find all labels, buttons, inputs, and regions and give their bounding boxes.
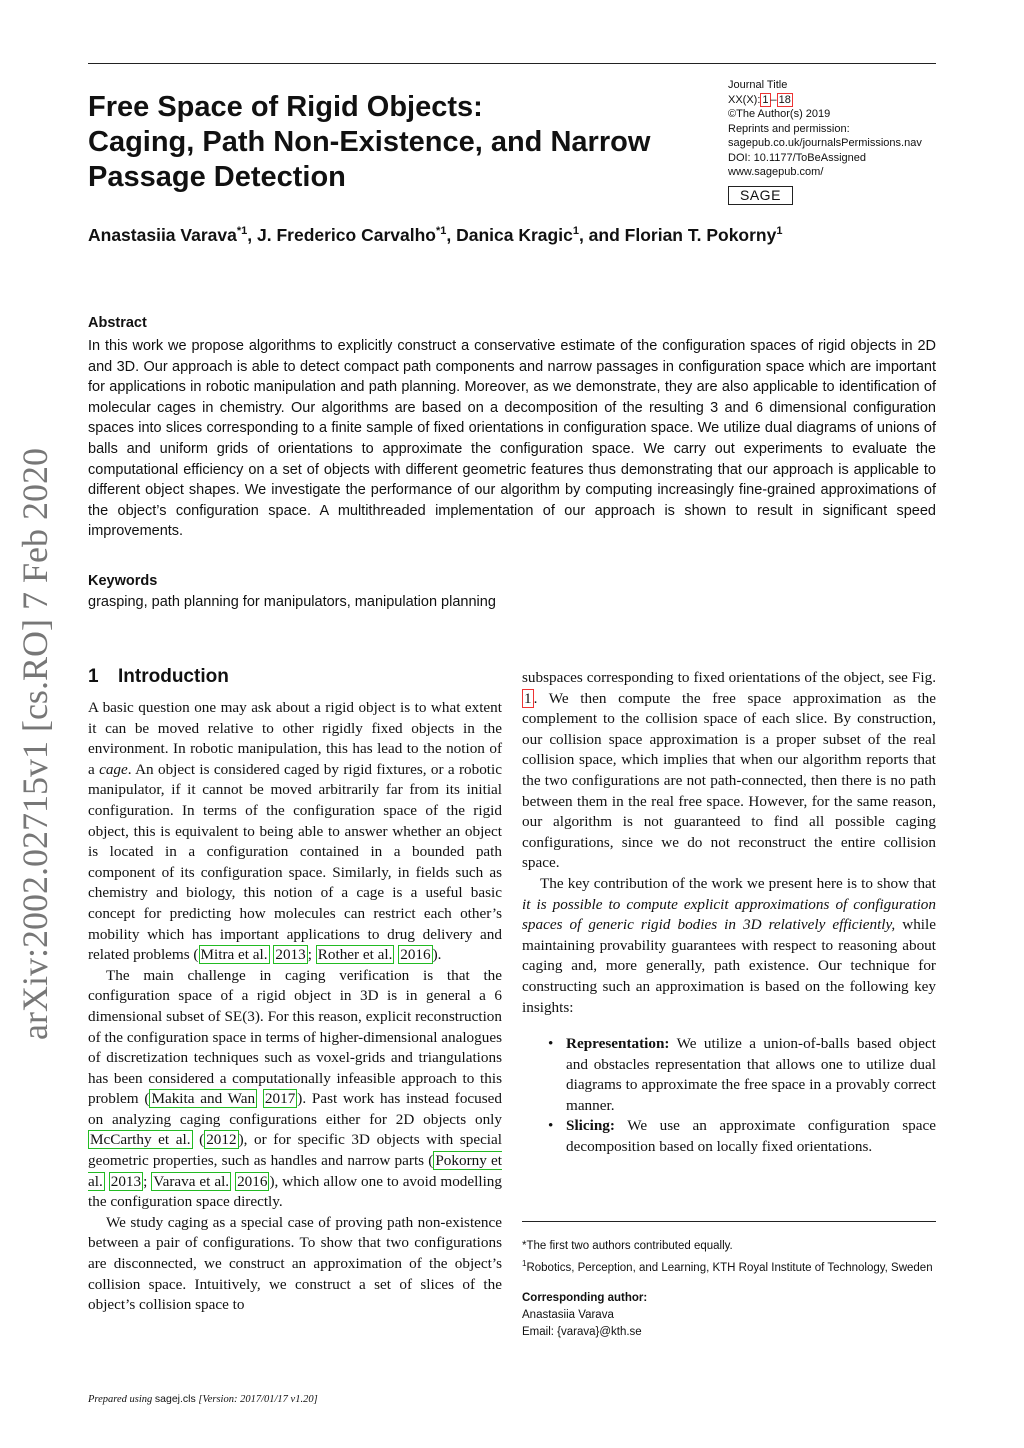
- author-list: [88, 225, 782, 246]
- title-line: Caging, Path Non-Existence, and Narrow: [88, 126, 651, 158]
- footnotes: [522, 1238, 936, 1341]
- title-line: Free Space of Rigid Objects:: [88, 91, 483, 123]
- prepared-using-line: [88, 1393, 318, 1405]
- paragraph: A basic question one may ask about a rigid object is to what extent it can be moved relative to other rigidly fixed objects in the environment. In robotic manipulation, this has lead to the notion of a cage. An object is considered caged by rigid fixtures, or a robotic manipulator, if it cannot be moved arbitrarily far from its initial configuration. In terms of the configuration space of the rigid object, this is equivalent to being able to answer whether an object is located in a configuration contained in a bounded path component of its configuration space. Similarly, in fields such as chemistry and biology, this notion of a cage is a useful basic concept for predicting how molecules can restrict each other’s mobility which has important applications to drug delivery and related problems ( Mitra et al. 2013 ; Rother et al. 2016 ).: [88, 699, 502, 964]
- list-item: [548, 1034, 936, 1116]
- bullet-text: We use an approximate configuration space decomposition based on locally fixed orientations.: [566, 1117, 936, 1156]
- version-text: [Version: 2017/01/17 v1.20]: [195, 1394, 318, 1405]
- corresponding-email: Email: {varava}@kth.se: [522, 1325, 642, 1338]
- author-name: J. Frederico Carvalho: [257, 225, 436, 245]
- text-run: ), which allow one to avoid modelling the configuration space directly.: [88, 1172, 502, 1211]
- citation-link[interactable]: Varava et al.: [153, 1172, 230, 1190]
- emphasis: cage: [99, 760, 128, 778]
- citation-year-link[interactable]: 2016: [237, 1172, 268, 1190]
- citation-link[interactable]: Pokorny et al.: [88, 1152, 502, 1190]
- page-start-link[interactable]: 1: [762, 93, 769, 106]
- author-mark: 1: [776, 225, 783, 238]
- bullet-text: We utilize a union-of-balls based object and obstacles representation that allows one to utilize dual diagrams to approximate the free space in a provably correct manner.: [566, 1035, 936, 1114]
- journal-volume: [728, 93, 938, 108]
- arxiv-sidebar-id: arXiv:2002.02715v1 [cs.RO] 7 Feb 2020: [15, 448, 55, 1040]
- paragraph: [522, 668, 936, 874]
- citation-link[interactable]: Makita and Wan: [151, 1090, 256, 1108]
- author-sep: , and: [578, 225, 625, 245]
- abstract-text: In this work we propose algorithms to explicitly construct a conservative estimate of the configuration spaces of rigid objects in 2D and 3D. Our approach is able to detect compact path components and narrow passages in configuration space which are important for applications in robotic manipulation and path planning. Moreover, as we demonstrate, they are also applicable to identification of molecular cages in chemistry. Our algorithms are based on a decomposition of the resulting 3 and 6 dimensional configuration spaces into slices corresponding to a finite sample of fixed orientations in configuration space. We utilize dual diagrams of unions of balls and uniform grids of orientations to approximate the configuration space. We carry out experiments to evaluate the computational efficiency on a set of objects with different geometric features thus demonstrating that our approach is applicable to different object shapes. We investigate the performance of our algorithm by computing increasingly fine-grained approximations of the object’s configuration space. A multithreaded implementation of our approach is shown to result in significant speed improvements.: [88, 338, 936, 540]
- keywords-heading: Keywords: [88, 573, 158, 589]
- citation-year-link[interactable]: 2013: [110, 1172, 142, 1190]
- bullet-term: Slicing:: [566, 1117, 615, 1135]
- keywords-text: grasping, path planning for manipulators, manipulation planning: [88, 594, 496, 610]
- journal-info: [728, 78, 938, 205]
- text-run: The key contribution of the work we present here is to show that: [540, 874, 936, 892]
- website: www.sagepub.com/: [728, 166, 824, 178]
- paragraph: [522, 874, 936, 1018]
- section-title: Introduction: [118, 666, 229, 687]
- bullet-icon: •: [548, 1117, 554, 1135]
- text-run: subspaces corresponding to fixed orientations of the object, see Fig.: [522, 669, 936, 686]
- bullet-icon: •: [548, 1035, 554, 1053]
- author-mark: *1: [236, 225, 248, 238]
- text-run: . An object is considered caged by rigid fixtures, or a robotic manipulator, if it cannot be moved arbitrarily far from its initial configuration. In terms of the configuration space of the rigid object, this is equivalent to being able to answer whether an object is located in a configuration contained in a bounded path component of its configuration space. Similarly, in fields such as chemistry and biology, this notion of a cage is a useful basic concept for predicting how molecules can restrict each other’s mobility which has important applications to drug delivery and related problems (: [88, 760, 502, 964]
- citation-link[interactable]: Mitra et al.: [200, 946, 268, 964]
- publisher-logo: SAGE: [728, 186, 793, 205]
- bullet-term: Representation:: [566, 1035, 670, 1053]
- section-heading: [88, 666, 229, 688]
- citation-link[interactable]: McCarthy et al.: [90, 1131, 191, 1149]
- title-line: Passage Detection: [88, 161, 346, 193]
- class-file: sagej.cls: [154, 1393, 196, 1405]
- author-sep: ,: [247, 225, 257, 245]
- text-run: ).: [432, 946, 442, 964]
- equal-contribution-note: *The first two authors contributed equally.: [522, 1240, 733, 1252]
- insights-list: [522, 1034, 936, 1158]
- citation-link[interactable]: Rother et al.: [317, 946, 393, 964]
- author-mark: 1: [572, 225, 579, 238]
- author-name: Anastasiia Varava: [88, 225, 237, 245]
- paragraph: The main challenge in caging verification is that the configuration space of a rigid object in 3D is in general a 6 dimensional subset of SE(3). For this reason, explicit reconstruction of the configuration space in terms of higher-dimensional analogues of discretization techniques such as voxel-grids and triangulations has been considered a computationally infeasible approach to this problem ( Makita and Wan 2017 ). Past work has instead focused on analyzing caging configurations either for 2D objects only McCarthy et al. ( 2012 ), or for specific 3D objects with special geometric properties, such as handles and narrow parts ( Pokorny et al. 2013 ; Varava et al. 2016 ), which allow one to avoid modelling the configuration space directly.: [88, 966, 503, 1211]
- journal-name: Journal Title: [728, 79, 788, 91]
- citation-year-link[interactable]: 2017: [264, 1090, 296, 1108]
- corresponding-name: Anastasiia Varava: [522, 1308, 614, 1321]
- prepared-text: Prepared using: [88, 1394, 155, 1405]
- author-mark: *1: [435, 225, 447, 238]
- text-run: ). Past work has instead focused on analyzing caging configurations either for 2D objects only: [88, 1090, 503, 1128]
- list-item: [548, 1116, 936, 1157]
- reprints: Reprints and permission:: [728, 122, 850, 135]
- copyright: ©The Author(s) 2019: [728, 108, 831, 120]
- corresponding-author: [522, 1290, 936, 1341]
- citation-year-link[interactable]: 2013: [275, 946, 306, 964]
- doi: DOI: 10.1177/ToBeAssigned: [728, 151, 866, 164]
- figure-link[interactable]: 1: [524, 689, 532, 707]
- citation-year-link[interactable]: 2016: [400, 946, 431, 964]
- abstract-heading: Abstract: [88, 315, 147, 331]
- citation-year-link[interactable]: 2012: [206, 1131, 237, 1149]
- left-column: [88, 698, 502, 1316]
- text-run: while maintaining provability guarantees with respect to reasoning about caging and, more generally, path existence. Our technique for constructing such an approximation is based on the following key insights:: [522, 916, 936, 1016]
- author-name: Florian T. Pokorny: [624, 225, 777, 245]
- corresponding-heading: Corresponding author:: [522, 1291, 648, 1304]
- text-run: A basic question one may ask about a rigid object is to what extent it can be moved relative to other rigidly fixed objects in the environment. In robotic manipulation, this has lead to the notion of a: [88, 699, 502, 778]
- volume-prefix: XX(X):: [728, 93, 761, 106]
- section-number: 1: [88, 666, 99, 687]
- page-sep: –: [770, 93, 777, 106]
- author-sep: ,: [446, 225, 457, 245]
- text-run: ), or for specific 3D objects with special geometric properties, such as handles and narrow parts (: [88, 1131, 502, 1170]
- footnote-rule: [522, 1221, 936, 1222]
- affiliation-mark: 1: [522, 1259, 527, 1268]
- paper-title: [88, 90, 688, 195]
- page-end-link[interactable]: 18: [778, 93, 791, 106]
- affiliation-note: [522, 1255, 936, 1277]
- paragraph: We study caging as a special case of proving path non-existence between a pair of configurations. To show that two configurations are disconnected, we construct an approximation of the object’s collision space. Intuitively, we construct a set of slices of the object’s collision space to: [88, 1213, 502, 1314]
- top-rule: [88, 63, 936, 64]
- emphasis: it is possible to compute explicit approximations of configuration spaces of generic rigid bodies in 3D relatively efficiently,: [522, 895, 936, 934]
- right-column: [522, 668, 936, 1158]
- author-name: Danica Kragic: [456, 225, 573, 245]
- text-run: The main challenge in caging verification is that the configuration space of a rigid object in 3D is in general a 6 dimensional subset of SE(3). For this reason, explicit reconstruction of the configuration space in terms of higher-dimensional analogues of discretization techniques such as voxel-grids and triangulations has been considered a computationally infeasible approach to this problem (: [88, 966, 502, 1108]
- permissions-url: sagepub.co.uk/journalsPermissions.nav: [728, 137, 922, 149]
- text-run: . We then compute the free space approximation as the complement to the collision space of each slice. By construction, our collision space approximation is a proper subset of the real collision space, which implies that when our algorithm reports that the two configurations are not path-connected, then there is no path between them in the real free space. However, for the same reason, our algorithm is not guaranteed to find all possible caging configurations, since we do not reconstruct the entire collision space.: [522, 689, 936, 872]
- affiliation-text: Robotics, Perception, and Learning, KTH Royal Institute of Technology, Sweden: [526, 1261, 933, 1274]
